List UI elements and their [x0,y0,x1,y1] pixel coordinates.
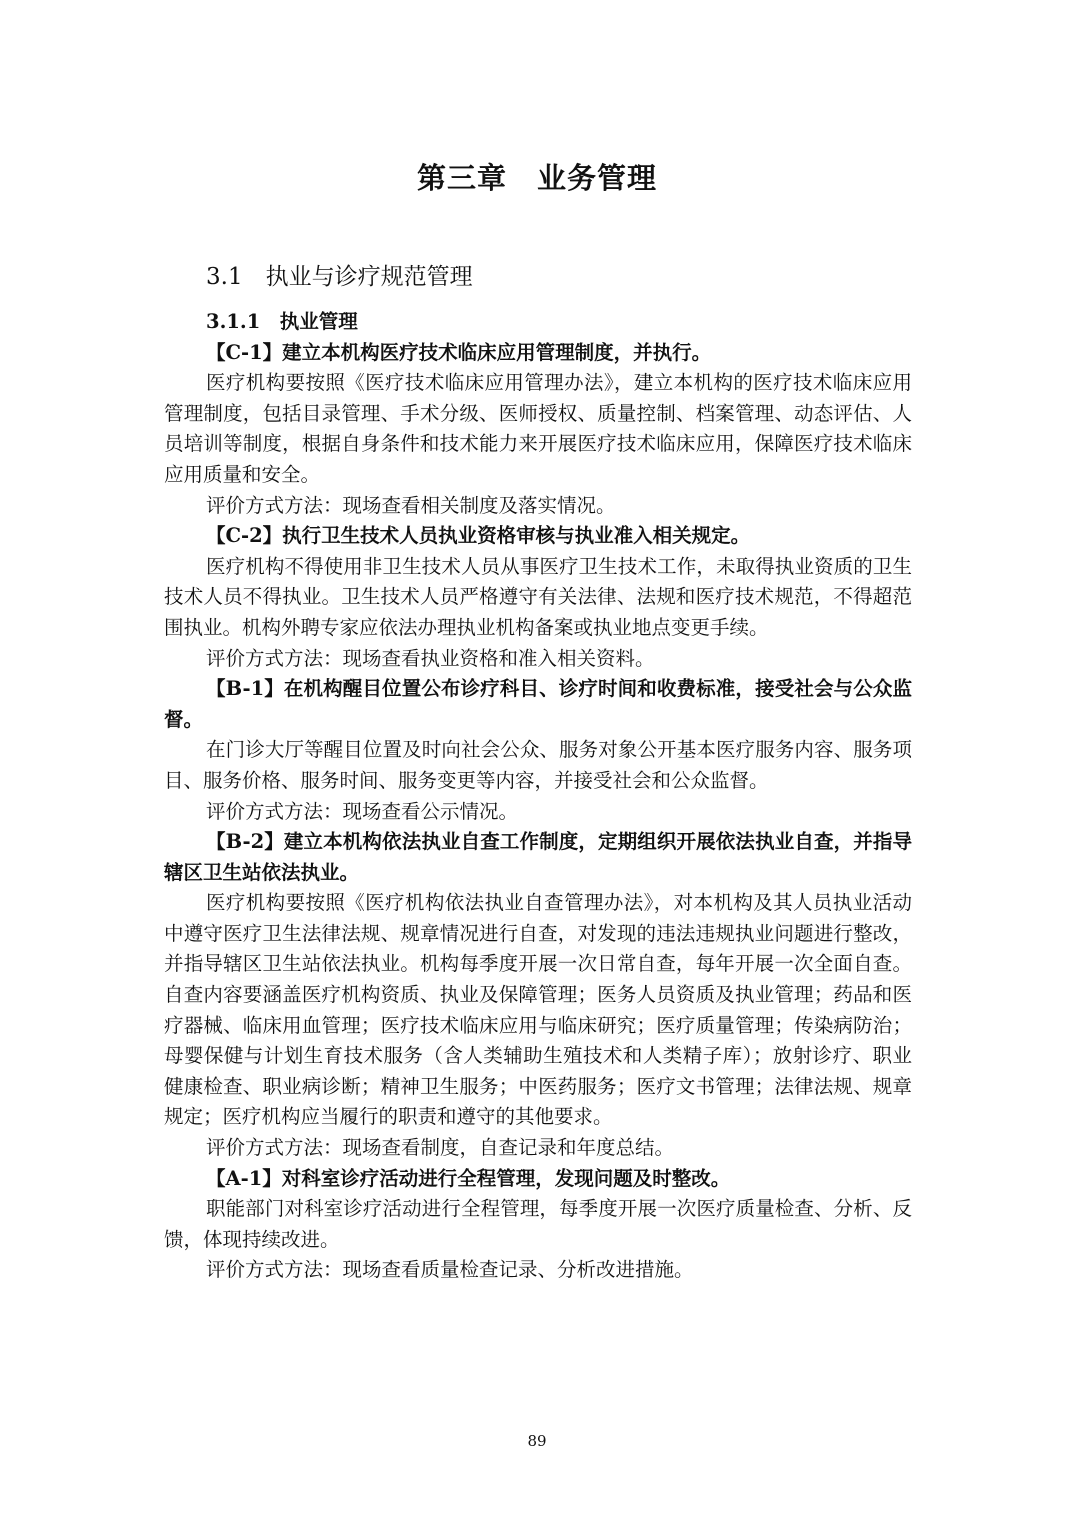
criterion-c1-method: 评价方式方法：现场查看相关制度及落实情况。 [206,493,616,517]
criterion-b2-method: 评价方式方法：现场查看制度，自查记录和年度总结。 [206,1136,675,1160]
page-number: 89 [527,1432,547,1450]
criterion-b1-method: 评价方式方法：现场查看公示情况。 [206,799,519,823]
criterion-a1: 【A-1】对科室诊疗活动进行全程管理，发现问题及时整改。 [206,1166,731,1190]
criterion-c1: 【C-1】建立本机构医疗技术临床应用管理制度，并执行。 [206,340,712,364]
section-title: 3.1 执业与诊疗规范管理 [206,264,473,290]
criterion-a1-method: 评价方式方法：现场查看质量检查记录、分析改进措施。 [206,1258,694,1282]
document-body [164,307,912,1286]
subsection-title: 3.1.1 执业管理 [206,310,358,333]
criterion-b1-body: 在门诊大厅等醒目位置及时向社会公众、服务对象公开基本医疗服务内容、服务项目、服务价格、服务时间、服务变更等内容，并接受社会和公众监督。 [164,738,912,792]
criterion-b2: 【B-2】建立本机构依法执业自查工作制度，定期组织开展依法执业自查，并指导辖区卫生站依法执业。 [164,830,912,884]
chapter-title: 第三章 业务管理 [416,161,657,195]
criterion-c2: 【C-2】执行卫生技术人员执业资格审核与执业准入相关规定。 [206,524,751,548]
criterion-b2-body: 医疗机构要按照《医疗机构依法执业自查管理办法》，对本机构及其人员执业活动中遵守医疗卫生法律法规、规章情况进行自查，对发现的违法违规执业问题进行整改，并指导辖区卫生站依法执业。机构每季度开展一次日常自查，每年开展一次全面自查。自查内容要涵盖医疗机构资质、执业及保障管理；医务人员资质及执业管理；药品和医疗器械、临床用血管理；医疗技术临床应用与临床研究；医疗质量管理；传染病防治；母婴保健与计划生育技术服务（含人类辅助生殖技术和人类精子库）；放射诊疗、职业健康检查、职业病诊断；精神卫生服务；中医药服务；医疗文书管理；法律法规、规章规定；医疗机构应当履行的职责和遵守的其他要求。 [164,891,912,1129]
criterion-a1-body: 职能部门对科室诊疗活动进行全程管理，每季度开展一次医疗质量检查、分析、反馈，体现持续改进。 [164,1197,912,1251]
criterion-c2-body: 医疗机构不得使用非卫生技术人员从事医疗卫生技术工作，未取得执业资质的卫生技术人员不得执业。卫生技术人员严格遵守有关法律、法规和医疗技术规范，不得超范围执业。机构外聘专家应依法办理执业机构备案或执业地点变更手续。 [164,554,912,639]
criterion-b1: 【B-1】在机构醒目位置公布诊疗科目、诊疗时间和收费标准，接受社会与公众监督。 [164,677,912,731]
criterion-c1-body: 医疗机构要按照《医疗技术临床应用管理办法》，建立本机构的医疗技术临床应用管理制度，包括目录管理、手术分级、医师授权、质量控制、档案管理、动态评估、人员培训等制度，根据自身条件和技术能力来开展医疗技术临床应用，保障医疗技术临床应用质量和安全。 [164,371,912,486]
criterion-c2-method: 评价方式方法：现场查看执业资格和准入相关资料。 [206,646,655,670]
